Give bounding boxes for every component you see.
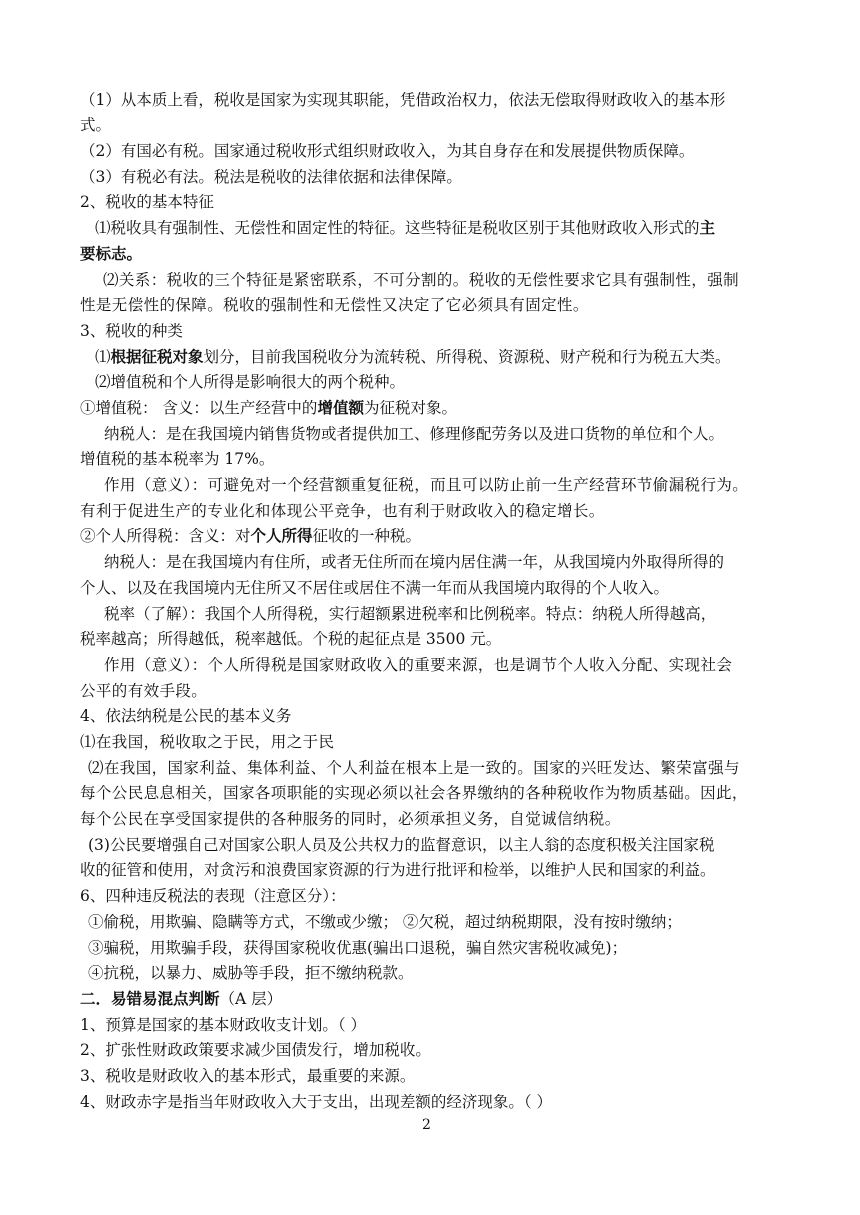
paragraph-line xyxy=(80,525,421,547)
list-item: ③骗税，用欺骗手段，获得国家税收优惠(骗出口退税，骗自然灾害税收减免)； xyxy=(88,939,628,957)
bold-text: 二．易错易混点判断 xyxy=(80,989,220,1008)
paragraph-line: ⑴在我国，税收取之于民，用之于民 xyxy=(80,733,335,751)
paragraph-line xyxy=(95,346,731,368)
text-run: 为征税对象。 xyxy=(363,399,457,417)
bold-text: 个人所得 xyxy=(250,526,313,545)
paragraph-line: （1）从本质上看，税收是国家为实现其职能，凭借政治权力，依法无偿取得财政收入的基本形 xyxy=(80,91,726,109)
text-run: 划分，目前我国税收分为流转税、所得税、资源税、财产税和行为税五大类。 xyxy=(203,348,731,366)
paragraph-line: 税率越高；所得越低，税率越低。个税的起征点是 3500 元。 xyxy=(80,630,502,648)
paragraph-line: ⑵关系：税收的三个特征是紧密联系，不可分割的。税收的无偿性要求它具有强制性，强制 xyxy=(103,271,740,289)
section-heading xyxy=(80,988,282,1010)
paragraph-line: 收的征管和使用，对贪污和浪费国家资源的行为进行批评和检举，以维护人民和国家的利益。 xyxy=(80,861,716,879)
paragraph-line: 每个公民在享受国家提供的各种服务的同时，必须承担义务，自觉诚信纳税。 xyxy=(80,810,621,828)
paragraph-line: 每个公民息息相关，国家各项职能的实现必须以社会各界缴纳的各种税收作为物质基础。因此， xyxy=(80,784,748,802)
paragraph-line: ⑵增值税和个人所得是影响很大的两个税种。 xyxy=(95,373,406,391)
paragraph-line xyxy=(80,397,457,419)
text-run: ①增值税： 含义：以生产经营中的 xyxy=(80,399,318,417)
paragraph-line: 增值税的基本税率为 17%。 xyxy=(80,450,275,468)
text-run: ⑴税收具有强制性、无偿性和固定性的特征。这些特征是税收区别于其他财政收入形式的 xyxy=(95,219,700,237)
paragraph-line xyxy=(95,217,715,239)
bold-text: 根据征税对象 xyxy=(110,347,204,366)
bold-text: 增值额 xyxy=(317,398,364,417)
list-item: 4、财政赤字是指当年财政收入大于支出，出现差额的经济现象。（ ） xyxy=(80,1093,553,1111)
section-heading: 4、依法纳税是公民的基本义务 xyxy=(80,707,292,725)
page-number: 2 xyxy=(422,1117,431,1133)
paragraph-line: 公平的有效手段。 xyxy=(80,682,208,700)
text-run: ⑴ xyxy=(95,348,111,366)
paragraph-line: 式。 xyxy=(80,116,112,134)
section-heading: 6、四种违反税法的表现（注意区分）： xyxy=(80,887,346,905)
text-run: ②个人所得税：含义：对 xyxy=(80,527,251,545)
section-heading: 3、税收的种类 xyxy=(80,322,183,340)
paragraph-line: (3)公民要增强自己对国家公职人员及公共权力的监督意识，以主人翁的态度积极关注国家税 xyxy=(88,836,715,854)
bold-text: 主 xyxy=(699,218,716,237)
text-run: 征收的一种税。 xyxy=(312,527,422,545)
list-item: 2、扩张性财政政策要求减少国债发行，增加税收。 xyxy=(80,1041,431,1059)
section-heading: 2、税收的基本特征 xyxy=(80,193,214,211)
list-item: ④抗税，以暴力、威胁等手段，拒不缴纳税款。 xyxy=(88,964,414,982)
paragraph-line: ⑵在我国，国家利益、集体利益、个人利益在根本上是一致的。国家的兴旺发达、繁荣富强与 xyxy=(88,759,740,777)
text-run: （A 层） xyxy=(219,990,283,1008)
paragraph-line: 纳税人：是在我国境内销售货物或者提供加工、修理修配劳务以及进口货物的单位和个人。 xyxy=(104,425,725,443)
paragraph-line: 税率（了解）：我国个人所得税，实行超额累进税率和比例税率。特点：纳税人所得越高， xyxy=(104,605,717,623)
list-item: ①偷税，用欺骗、隐瞒等方式，不缴或少缴； ②欠税，超过纳税期限，没有按时缴纳； xyxy=(88,913,682,931)
paragraph-line: 个人、以及在我国境内无住所又不居住或居住不满一年而从我国境内取得的个人收入。 xyxy=(80,579,670,597)
bold-text: 要标志。 xyxy=(80,244,143,263)
paragraph-line: （2）有国必有税。国家通过税收形式组织财政收入，为其自身存在和发展提供物质保障。 xyxy=(80,142,695,160)
paragraph-line: 纳税人：是在我国境内有住所，或者无住所而在境内居住满一年，从我国境内外取得所得的 xyxy=(104,553,725,571)
paragraph-line: （3）有税必有法。税法是税收的法律依据和法律保障。 xyxy=(80,168,462,186)
paragraph-line: 作用（意义）：个人所得税是国家财政收入的重要来源，也是调节个人收入分配、实现社会 xyxy=(104,656,733,674)
paragraph-line: 性是无偿性的保障。税收的强制性和无偿性又决定了它必须具有固定性。 xyxy=(80,296,589,314)
list-item: 3、税收是财政收入的基本形式，最重要的来源。 xyxy=(80,1067,416,1085)
paragraph-line: 有利于促进生产的专业化和体现公平竞争，也有利于财政收入的稳定增长。 xyxy=(80,502,605,520)
paragraph-line: 作用（意义）：可避免对一个经营额重复征税，而且可以防止前一生产经营环节偷漏税行为。 xyxy=(104,476,749,494)
list-item: 1、预算是国家的基本财政收支计划。（ ） xyxy=(80,1016,367,1034)
